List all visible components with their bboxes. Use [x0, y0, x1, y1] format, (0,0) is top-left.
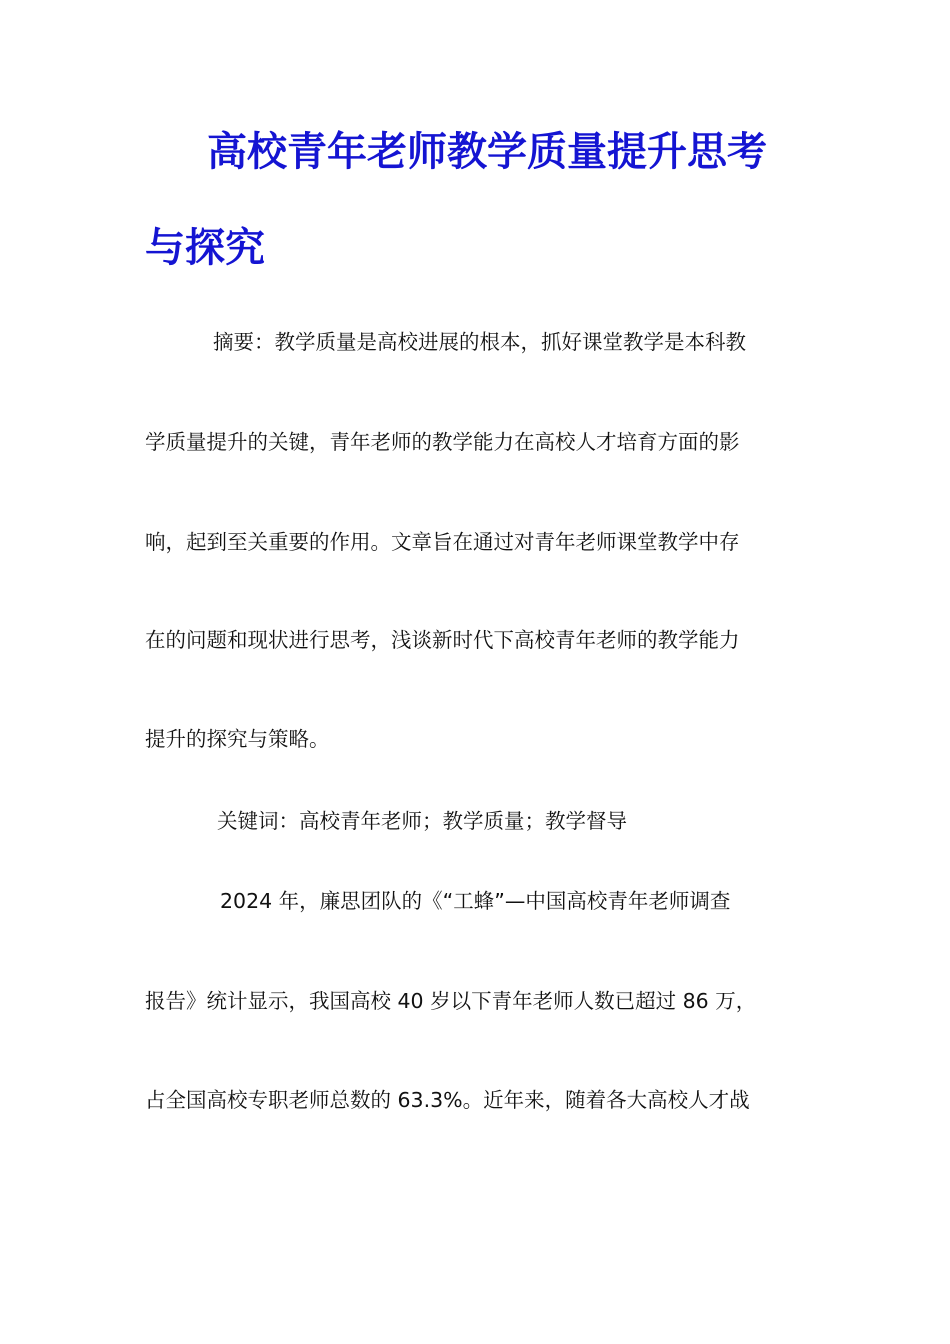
body-line-1: 2024 年，廉思团队的《“工蜂”—中国高校青年老师调查: [220, 889, 731, 913]
body-line-2: 报告》统计显示，我国高校 40 岁以下青年老师人数已超过 86 万，: [145, 989, 757, 1013]
abstract-line-2: 学质量提升的关键，青年老师的教学能力在高校人才培育方面的影: [145, 430, 740, 454]
document-title-line-2: 与探究: [145, 224, 265, 271]
keywords-line: 关键词：高校青年老师；教学质量；教学督导: [217, 809, 627, 833]
abstract-line-5: 提升的探究与策略。: [145, 727, 330, 751]
document-title-line-1: 高校青年老师教学质量提升思考: [207, 128, 767, 175]
abstract-line-1: 摘要：教学质量是高校进展的根本，抓好课堂教学是本科教: [213, 330, 746, 354]
abstract-line-3: 响，起到至关重要的作用。文章旨在通过对青年老师课堂教学中存: [145, 530, 740, 554]
body-line-3: 占全国高校专职老师总数的 63.3%。近年来，随着各大高校人才战: [145, 1088, 750, 1112]
abstract-line-4: 在的问题和现状进行思考，浅谈新时代下高校青年老师的教学能力: [145, 628, 740, 652]
